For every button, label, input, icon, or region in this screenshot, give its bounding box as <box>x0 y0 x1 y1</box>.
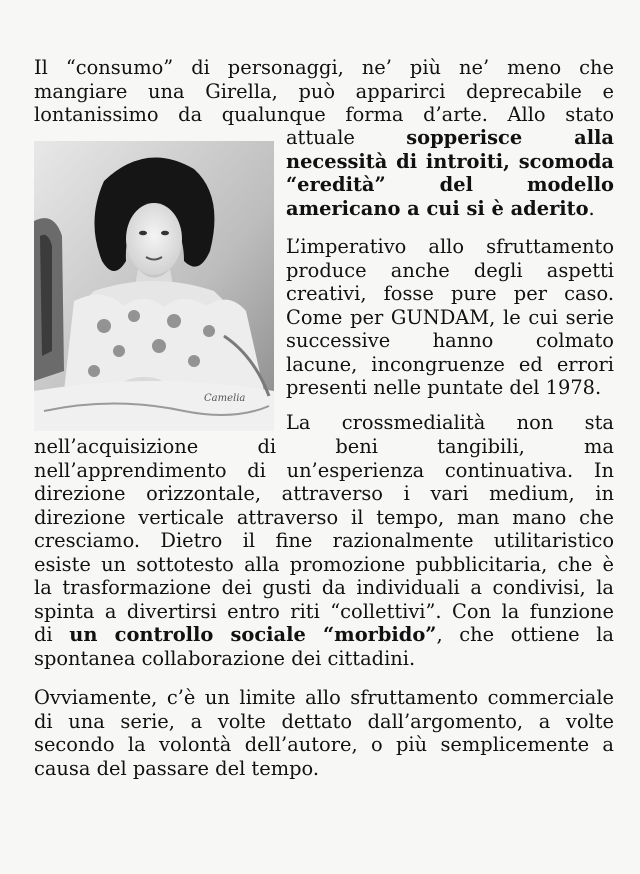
text-line <box>286 150 614 174</box>
text-line: attuale sopperisce alla <box>286 126 614 149</box>
text-line: successive hanno colmato <box>286 329 614 352</box>
paragraph-1-side <box>286 126 614 220</box>
text-line: La crossmedialità non sta <box>286 411 614 434</box>
text-line: Il “consumo” di personaggi, ne’ più ne’ meno che <box>34 56 614 79</box>
paragraph-2 <box>286 235 614 400</box>
text-line: la trasformazione dei gusti da individuali a condivisi, la <box>34 576 614 599</box>
text-line: di un controllo sociale “morbido”, che ottiene la <box>34 623 614 646</box>
paragraph-3-main <box>34 435 614 670</box>
text-line: spinta a divertirsi entro riti “collettivi”. Con la funzione <box>34 599 614 623</box>
text-line: Ovviamente, c’è un limite allo sfruttamento commerciale <box>34 686 614 709</box>
paragraph-1-top <box>34 56 614 127</box>
bold-phrase: “eredità” del modello <box>286 173 614 196</box>
text-line: secondo la volontà dell’autore, o più semplicemente a <box>34 733 614 756</box>
text-line: produce anche degli aspetti <box>286 258 614 282</box>
text-line: direzione orizzontale, attraverso i vari medium, in <box>34 482 614 505</box>
bold-phrase: un controllo sociale “morbido” <box>69 623 437 646</box>
text-line: americano a cui si è aderito. <box>286 196 595 220</box>
paragraph-3-side <box>286 411 614 435</box>
text-line: spontanea collaborazione dei cittadini. <box>34 646 416 670</box>
text-line: esiste un sottotesto alla promozione pubblicitaria, che è <box>34 552 614 576</box>
text-line: di una serie, a volte dettato dall’argomento, a volte <box>34 709 614 733</box>
text-line: creativi, fosse pure per caso. <box>286 282 614 305</box>
text-line: causa del passare del tempo. <box>34 756 319 780</box>
text-line: lacune, incongruenze ed errori <box>286 352 614 376</box>
bold-phrase: sopperisce alla <box>406 126 614 149</box>
bold-phrase: necessità di introiti, scomoda <box>286 149 614 173</box>
text-line: cresciamo. Dietro il fine razionalmente utilitaristico <box>34 529 614 552</box>
portrait-photo <box>34 141 274 431</box>
text-line: L’imperativo allo sfruttamento <box>286 235 614 258</box>
paragraph-4 <box>34 686 614 780</box>
text-line: Come per GUNDAM, le cui serie <box>286 305 614 329</box>
text-line: direzione verticale attraverso il tempo, man mano che <box>34 505 614 529</box>
text-line: mangiare una Girella, può apparirci deprecabile e <box>34 79 614 103</box>
vintage-portrait-photo-icon <box>34 141 274 431</box>
photo-signature: Camelia <box>204 393 246 404</box>
bold-phrase: americano a cui si è aderito <box>286 196 589 220</box>
text-line <box>286 173 614 197</box>
text-line: presenti nelle puntate del 1978. <box>286 376 602 399</box>
text-line: nell’acquisizione di beni tangibili, ma <box>34 435 614 458</box>
text-line: lontanissimo da qualunque forma d’arte. Allo stato <box>34 103 614 126</box>
text-line: nell’apprendimento di un’esperienza continuativa. In <box>34 458 614 482</box>
